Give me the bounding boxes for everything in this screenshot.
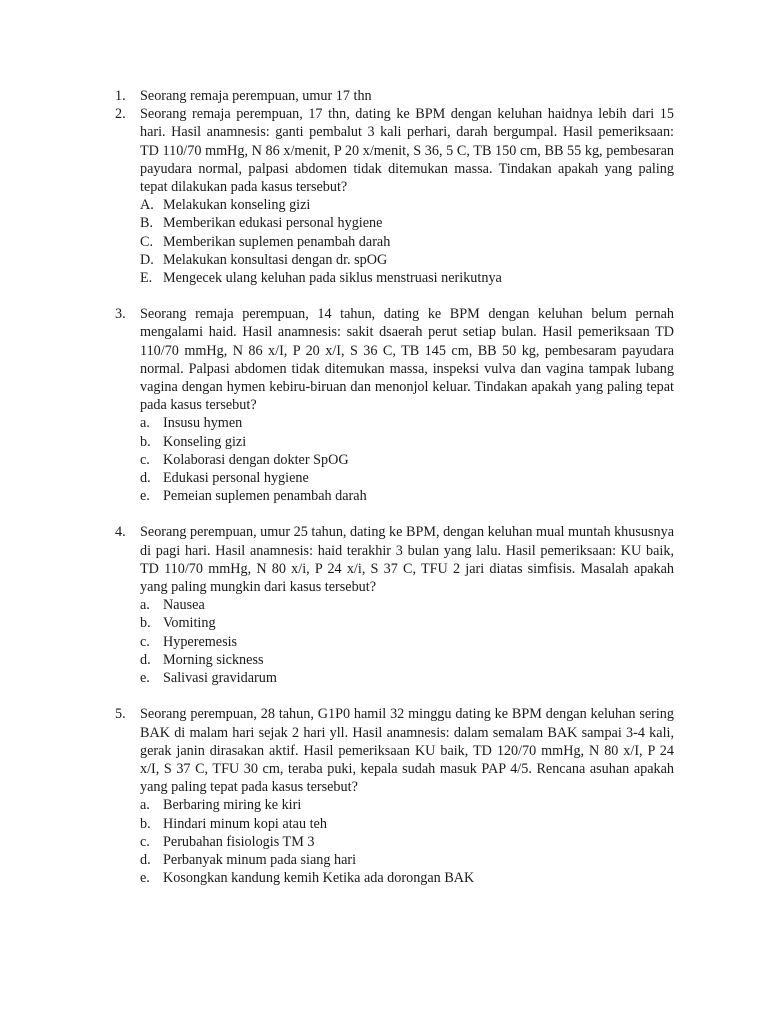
- option-item: [140, 669, 674, 687]
- option-item: [140, 269, 674, 287]
- question-5: [0, 705, 768, 887]
- question-3: [0, 305, 768, 505]
- option-label: b.: [140, 433, 151, 450]
- option-label: a.: [140, 797, 150, 814]
- option-item: [140, 487, 674, 505]
- option-item: [140, 251, 674, 269]
- option-item: [140, 451, 674, 469]
- option-item: [140, 633, 674, 651]
- option-label: c.: [140, 451, 150, 468]
- option-label: E.: [140, 270, 153, 287]
- option-text: Perubahan fisiologis TM 3: [163, 833, 315, 850]
- option-text: Berbaring miring ke kiri: [163, 797, 302, 814]
- question-number: 5.: [115, 706, 126, 723]
- option-text: Hindari minum kopi atau teh: [163, 815, 327, 832]
- option-text: Vomiting: [163, 615, 216, 632]
- question-number: 4.: [115, 524, 126, 541]
- question-text: Seorang remaja perempuan, umur 17 thn: [140, 88, 372, 104]
- question-number: 1.: [115, 88, 126, 104]
- option-text: Mengecek ulang keluhan pada siklus menstruasi nerikutnya: [163, 270, 502, 287]
- option-label: A.: [140, 197, 154, 214]
- option-list: [0, 596, 768, 687]
- option-label: e.: [140, 870, 150, 887]
- option-label: c.: [140, 833, 150, 850]
- option-text: Konseling gizi: [163, 433, 247, 450]
- option-list: [0, 414, 768, 505]
- option-label: d.: [140, 651, 151, 668]
- option-text: Edukasi personal hygiene: [163, 470, 309, 487]
- option-text: Pemeian suplemen penambah darah: [163, 488, 367, 505]
- option-label: a.: [140, 597, 150, 614]
- option-item: [140, 851, 674, 869]
- option-list: [0, 196, 768, 287]
- option-text: Memberikan suplemen penambah darah: [163, 233, 391, 250]
- option-text: Kolaborasi dengan dokter SpOG: [163, 451, 349, 468]
- option-label: B.: [140, 215, 154, 232]
- option-text: Insusu hymen: [163, 415, 243, 432]
- question-text: Seorang remaja perempuan, 14 tahun, dating ke BPM dengan keluhan belum pernah mengalami haid. Hasil anamnesis: sakit dsaerah perut setiap bulan. Hasil pemeriksaan TD 110/70 mmHg, N 86 x/I, P 20 x/I, S 36 C, TB 145 cm, BB 50 kg, pembesaram payudara normal. Palpasi abdomen tidak ditemukan massa, inspeksi vulva dan vagina tampak lubang vagina dengan hymen kebiru-biruan dan menonjol keluar. Tindakan apakah yang paling tepat pada kasus tersebut?: [140, 306, 674, 414]
- question-text: Seorang perempuan, umur 25 tahun, dating ke BPM, dengan keluhan mual muntah khususnya di pagi hari. Hasil anamnesis: haid terakhir 3 bulan yang lalu. Hasil pemeriksaan: KU baik, TD 110/70 mmHg, N 80 x/i, P 24 x/i, S 37 C, TFU 2 jari diatas simfisis. Masalah apakah yang paling mungkin dari kasus tersebut?: [140, 524, 674, 596]
- question-list: [0, 87, 768, 887]
- option-text: Kosongkan kandung kemih Ketika ada dorongan BAK: [163, 870, 475, 887]
- option-label: d.: [140, 851, 151, 868]
- option-item: [140, 414, 674, 432]
- question-number: 2.: [115, 106, 126, 123]
- option-item: [140, 433, 674, 451]
- option-item: [140, 869, 674, 887]
- option-label: e.: [140, 488, 150, 505]
- option-item: [140, 214, 674, 232]
- option-text: Hyperemesis: [163, 633, 238, 650]
- option-text: Nausea: [163, 597, 205, 614]
- option-list: [0, 796, 768, 887]
- option-item: [140, 833, 674, 851]
- option-item: [140, 796, 674, 814]
- question-2: [0, 105, 768, 287]
- option-text: Morning sickness: [163, 651, 264, 668]
- question-1: [0, 87, 768, 105]
- option-text: Perbanyak minum pada siang hari: [163, 851, 357, 868]
- question-number: 3.: [115, 306, 126, 323]
- question-text: Seorang perempuan, 28 tahun, G1P0 hamil 32 minggu dating ke BPM dengan keluhan sering BAK di malam hari sejak 2 hari yll. Hasil anamnesis: dalam semalam BAK sampai 3-4 kali, gerak janin dirasakan aktif. Hasil pemeriksaan KU baik, TD 120/70 mmHg, N 80 x/I, P 24 x/I, S 37 C, TFU 30 cm, teraba puki, kepala sudah masuk PAP 4/5. Rencana asuhan apakah yang paling tepat pada kasus tersebut?: [140, 706, 674, 796]
- option-item: [140, 596, 674, 614]
- question-text: Seorang remaja perempuan, 17 thn, dating ke BPM dengan keluhan haidnya lebih dari 15 hari. Hasil anamnesis: ganti pembalut 3 kali perhari, darah bergumpal. Hasil pemeriksaan: TD 110/70 mmHg, N 86 x/menit, P 20 x/menit, S 36, 5 C, TB 150 cm, BB 55 kg, pembesaran payudara normal, palpasi abdomen tidak ditemukan massa. Tindakan apakah yang paling tepat dilakukan pada kasus tersebut?: [140, 106, 674, 196]
- question-4: [0, 523, 768, 687]
- option-item: [140, 815, 674, 833]
- option-item: [140, 233, 674, 251]
- option-label: a.: [140, 415, 150, 432]
- option-text: Salivasi gravidarum: [163, 670, 277, 687]
- option-item: [140, 196, 674, 214]
- option-label: D.: [140, 251, 154, 268]
- option-label: c.: [140, 633, 150, 650]
- option-item: [140, 469, 674, 487]
- option-text: Melakukan konsultasi dengan dr. spOG: [163, 251, 388, 268]
- option-label: b.: [140, 815, 151, 832]
- option-text: Melakukan konseling gizi: [163, 197, 311, 214]
- option-label: d.: [140, 470, 151, 487]
- option-label: C.: [140, 233, 154, 250]
- option-text: Memberikan edukasi personal hygiene: [163, 215, 383, 232]
- option-label: b.: [140, 615, 151, 632]
- option-item: [140, 651, 674, 669]
- option-item: [140, 614, 674, 632]
- option-label: e.: [140, 670, 150, 687]
